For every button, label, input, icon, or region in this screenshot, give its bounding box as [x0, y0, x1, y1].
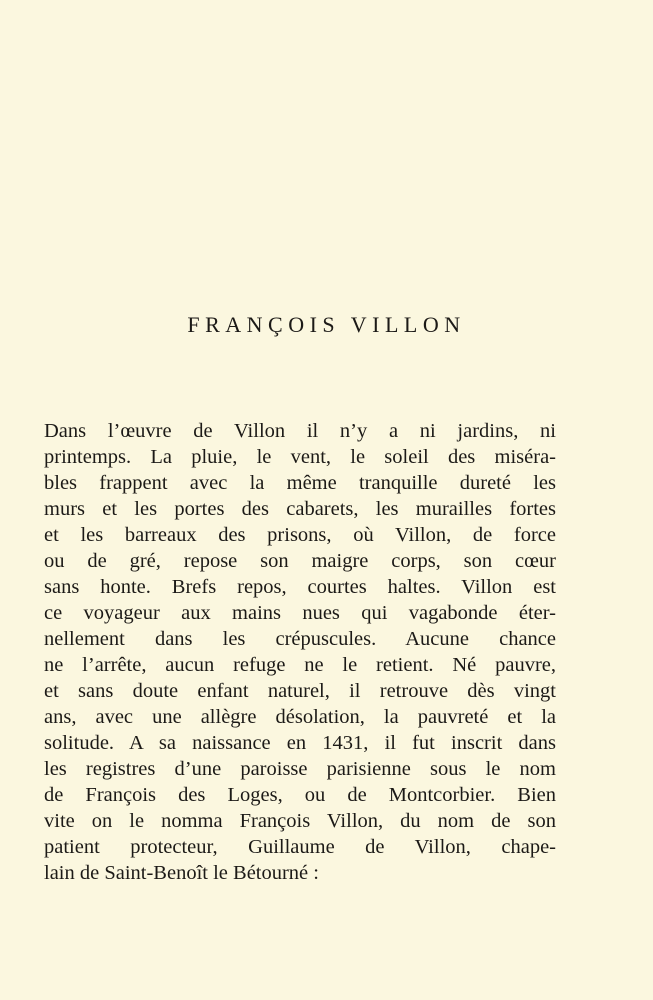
paragraph-line: de François des Loges, ou de Montcorbier. Bien	[44, 784, 556, 806]
paragraph-line: et sans doute enfant naturel, il retrouve dès vingt	[44, 680, 556, 702]
paragraph-line: solitude. A sa naissance en 1431, il fut inscrit dans	[44, 732, 556, 754]
paragraph-line: les registres d’une paroisse parisienne sous le nom	[44, 758, 556, 780]
paragraph-line: patient protecteur, Guillaume de Villon, chape-	[44, 836, 556, 858]
paragraph-line: et les barreaux des prisons, où Villon, de force	[44, 524, 556, 546]
paragraph-line: murs et les portes des cabarets, les murailles fortes	[44, 498, 556, 520]
paragraph-line: ce voyageur aux mains nues qui vagabonde éter-	[44, 602, 556, 624]
paragraph-line: Dans l’œuvre de Villon il n’y a ni jardins, ni	[44, 420, 556, 442]
paragraph-line: ans, avec une allègre désolation, la pauvreté et la	[44, 706, 556, 728]
body-paragraph	[44, 418, 556, 886]
paragraph-line: lain de Saint-Benoît le Bétourné :	[44, 862, 319, 884]
paragraph-line: ou de gré, repose son maigre corps, son cœur	[44, 550, 556, 572]
paragraph-line: printemps. La pluie, le vent, le soleil des miséra-	[44, 446, 556, 468]
chapter-title: FRANÇOIS VILLON	[187, 312, 466, 337]
paragraph-line: ne l’arrête, aucun refuge ne le retient. Né pauvre,	[44, 654, 556, 676]
paragraph-line: sans honte. Brefs repos, courtes haltes. Villon est	[44, 576, 556, 598]
paragraph-line: bles frappent avec la même tranquille dureté les	[44, 472, 556, 494]
paragraph-line: vite on le nomma François Villon, du nom de son	[44, 810, 556, 832]
paragraph-line: nellement dans les crépuscules. Aucune chance	[44, 628, 556, 650]
